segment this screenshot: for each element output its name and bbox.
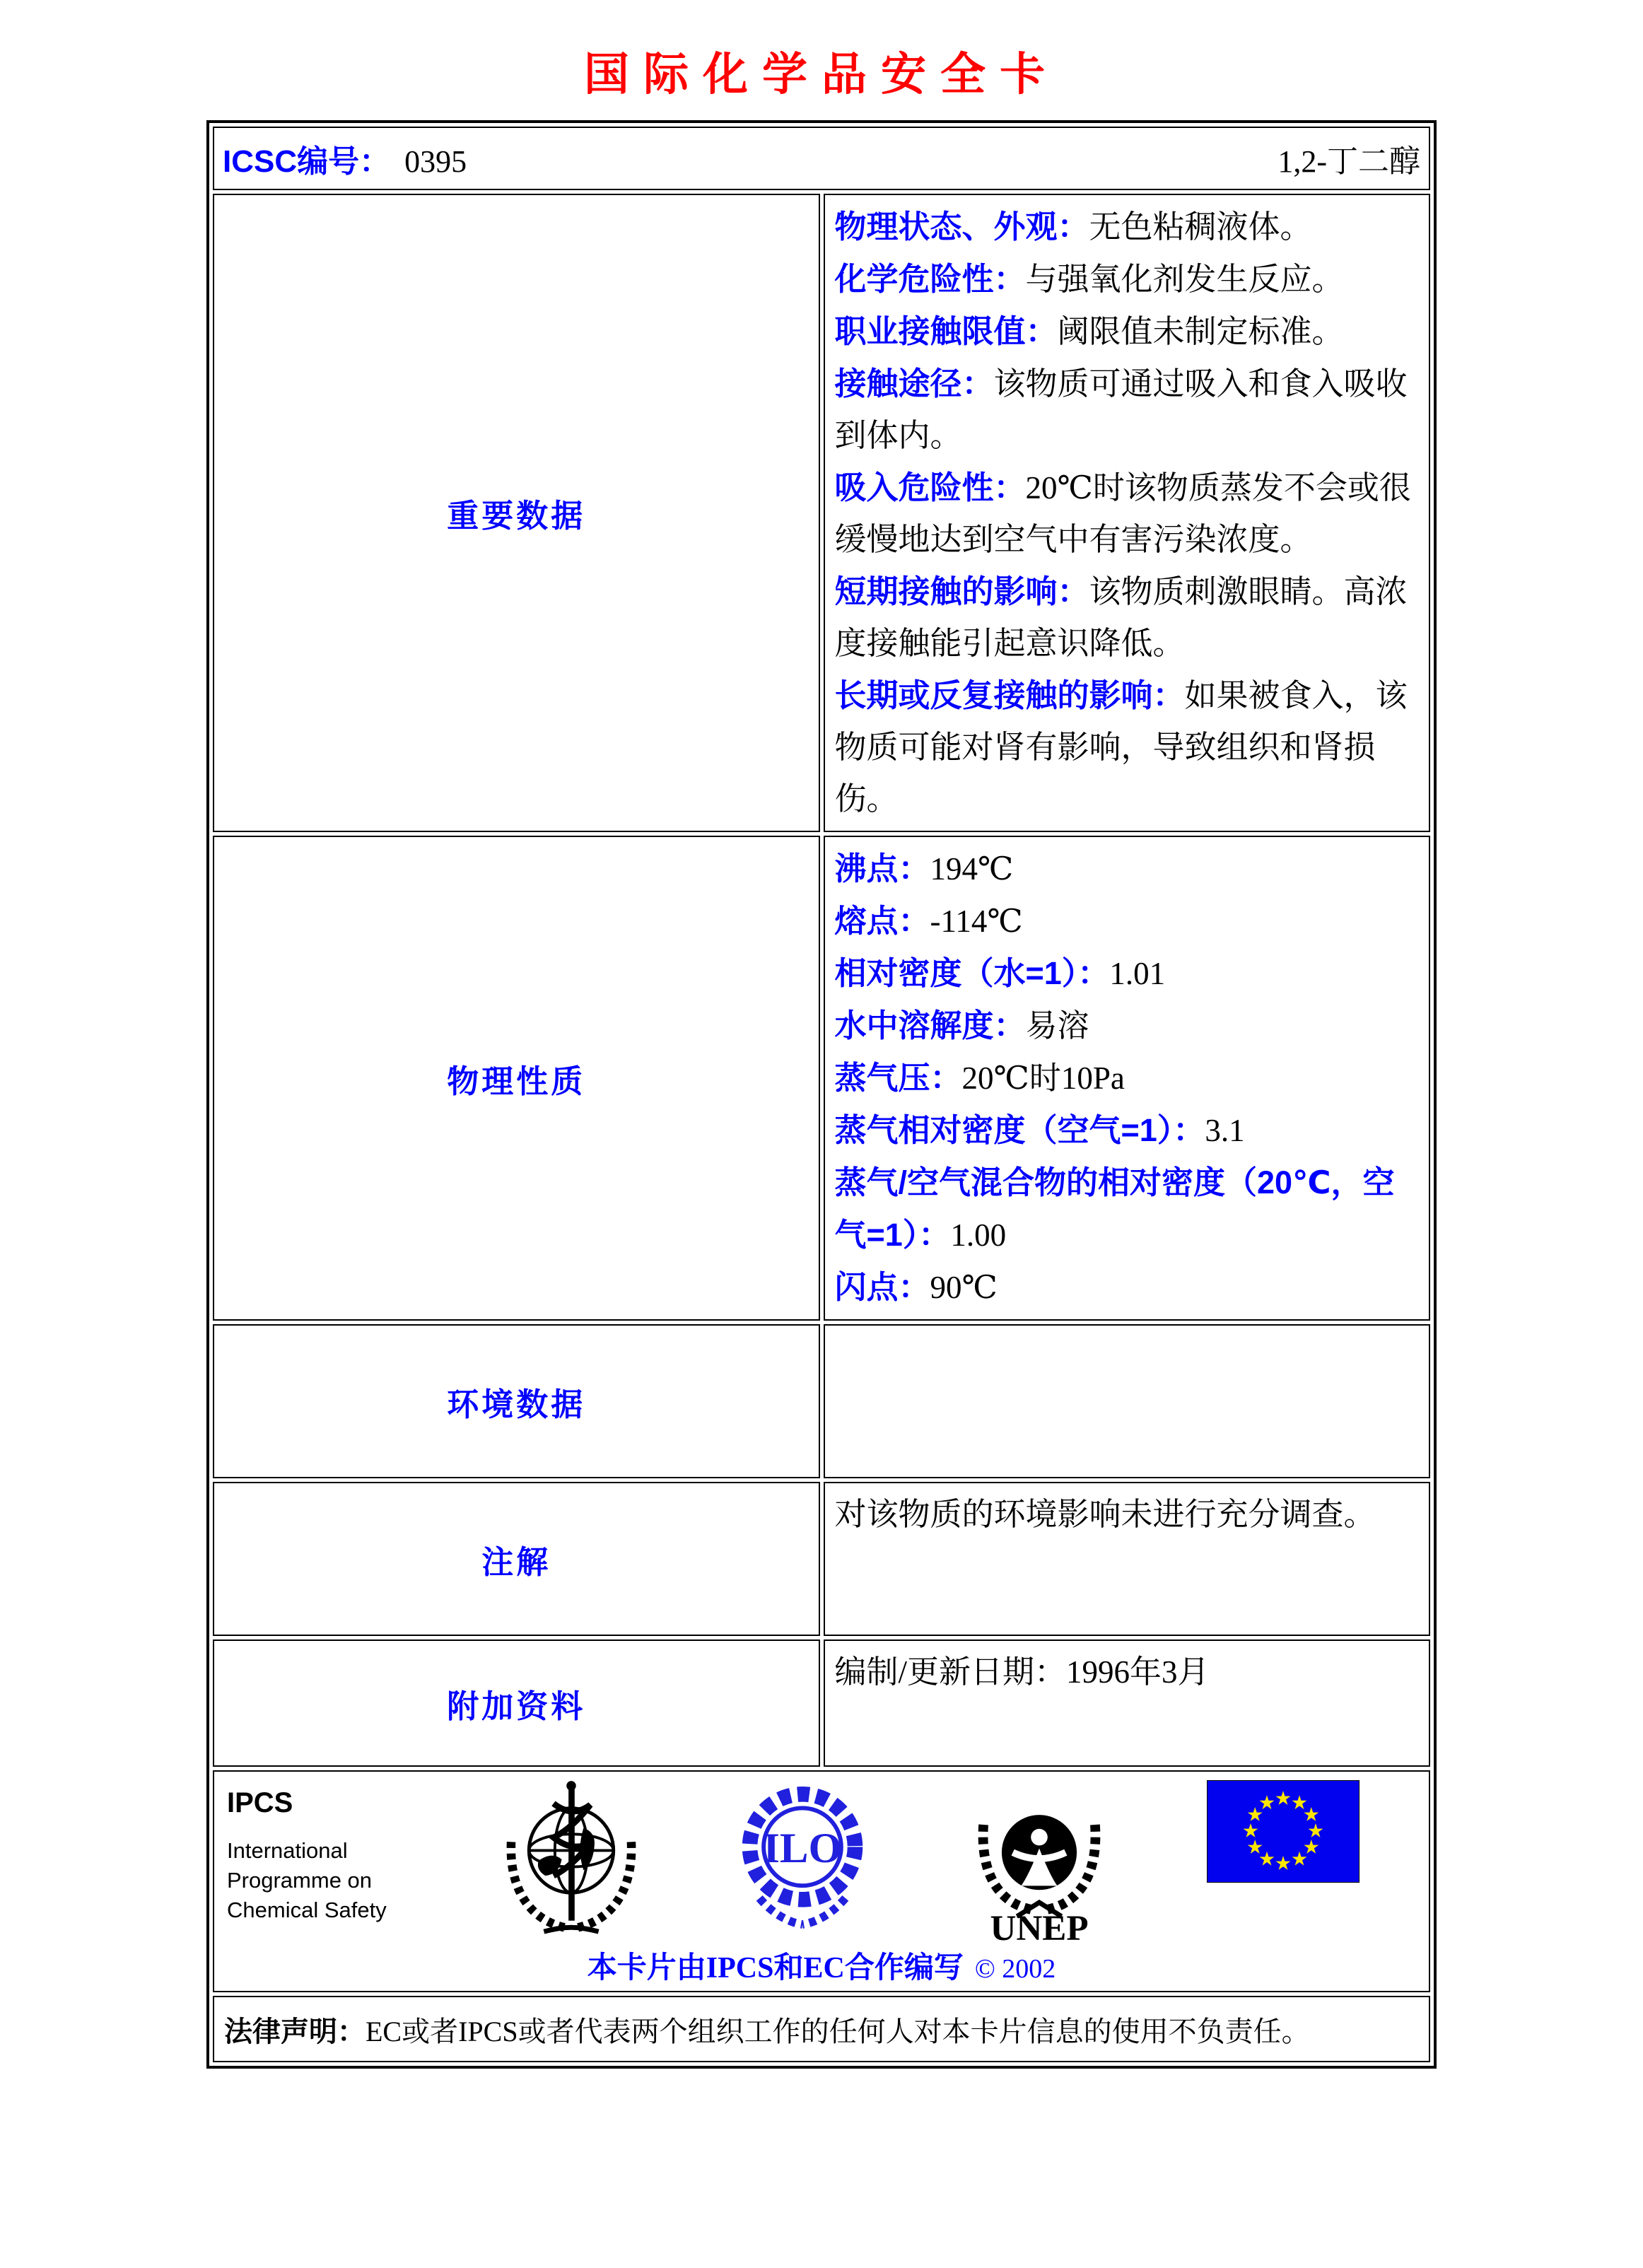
section-label: 注解 — [481, 1543, 551, 1580]
property-value: 无色粘稠液体。 — [1089, 209, 1312, 245]
section-label: 物理性质 — [447, 1063, 586, 1099]
unep-logo-icon — [959, 1780, 1120, 1943]
property-item — [835, 1489, 1420, 1541]
property-label: 职业接触限值： — [834, 313, 1058, 349]
property-item — [835, 566, 1420, 670]
caption-text: 本卡片由IPCS和EC合作编写 — [587, 1952, 964, 1984]
section-content — [824, 836, 1431, 1321]
card-caption — [221, 1944, 1422, 1987]
property-value: 该物质可通过吸入和食入吸收到体内。 — [834, 366, 1408, 453]
property-value: 易溶 — [1025, 1008, 1089, 1044]
property-value: 3.1 — [1205, 1113, 1245, 1148]
property-value: 如果被食入，该物质可能对肾有影响，导致组织和肾损伤。 — [834, 678, 1408, 817]
page-title: 国际化学品安全卡 — [584, 48, 1059, 101]
section-label: 环境数据 — [447, 1386, 586, 1422]
section-content — [824, 1324, 1431, 1478]
icsc-number-label: ICSC编号： — [223, 144, 391, 179]
property-item — [835, 947, 1420, 1000]
property-item — [835, 1647, 1420, 1698]
eu-flag-icon — [1207, 1780, 1360, 1883]
property-value: 阈限值未制定标准。 — [1057, 314, 1344, 349]
property-item — [835, 358, 1420, 462]
section-content — [824, 1482, 1431, 1636]
section-row — [213, 1482, 1430, 1636]
legal-notice-label: 法律声明： — [224, 2016, 366, 2047]
property-label: 物理状态、外观： — [834, 209, 1089, 245]
property-value: 20℃时该物质蒸发不会或很缓慢地达到空气中有害污染浓度。 — [834, 470, 1411, 557]
property-item — [835, 305, 1420, 358]
property-item — [835, 1052, 1420, 1104]
property-label: 长期或反复接触的影响： — [834, 677, 1185, 713]
property-value: 1.01 — [1109, 956, 1166, 991]
section-row — [213, 1639, 1430, 1767]
ilo-logo-icon — [733, 1780, 872, 1936]
icsc-number-group — [223, 136, 467, 181]
section-row — [213, 194, 1430, 832]
property-label: 熔点： — [834, 903, 930, 939]
property-item — [835, 1104, 1420, 1157]
section-row — [213, 1324, 1430, 1478]
property-value: 20℃时10Pa — [961, 1060, 1125, 1096]
legal-row — [213, 1996, 1430, 2062]
property-label: 闪点： — [834, 1269, 930, 1305]
icsc-number-value: 0395 — [404, 144, 467, 179]
property-label: 沸点： — [834, 850, 930, 887]
property-item — [835, 670, 1420, 825]
property-value: 90℃ — [930, 1270, 998, 1305]
property-item — [835, 201, 1420, 253]
property-value: 编制/更新日期：1996年3月 — [834, 1654, 1210, 1690]
property-item — [835, 843, 1420, 895]
property-label: 水中溶解度： — [834, 1007, 1026, 1044]
property-value: 与强氧化剂发生反应。 — [1025, 262, 1344, 297]
property-item — [835, 253, 1420, 305]
property-label: 接触途径： — [834, 366, 994, 402]
svg-text:ILO: ILO — [763, 1824, 842, 1872]
property-item — [835, 462, 1420, 566]
property-value: 1.00 — [950, 1217, 1007, 1253]
property-label: 短期接触的影响： — [834, 573, 1089, 609]
property-value: -114℃ — [930, 904, 1023, 939]
property-label: 蒸气相对密度（空气=1）： — [834, 1112, 1205, 1148]
ipcs-line-3: Chemical Safety — [227, 1898, 387, 1922]
ipcs-line-1: International — [227, 1838, 348, 1863]
property-label: 蒸气压： — [834, 1060, 962, 1096]
section-label: 重要数据 — [447, 498, 586, 534]
who-logo-icon — [496, 1780, 646, 1937]
ipcs-line-2: Programme on — [227, 1868, 373, 1893]
logos-row — [213, 1770, 1430, 1992]
header-row — [213, 127, 1430, 190]
property-item — [835, 895, 1420, 947]
property-label: 蒸气/空气混合物的相对密度（20℃，空气=1）： — [834, 1164, 1395, 1253]
icsc-card-table — [206, 120, 1437, 2069]
property-value: 194℃ — [930, 851, 1014, 887]
ipcs-acronym: IPCS — [227, 1787, 293, 1818]
property-item — [835, 1157, 1420, 1261]
property-label: 化学危险性： — [834, 261, 1026, 297]
property-item — [835, 1000, 1420, 1052]
property-label: 相对密度（水=1）： — [834, 955, 1110, 991]
property-label: 吸入危险性： — [834, 469, 1026, 505]
unep-label: UNEP — [990, 1908, 1089, 1943]
legal-notice-text: EC或者IPCS或者代表两个组织工作的任何人对本卡片信息的使用不负责任。 — [366, 2015, 1310, 2047]
caption-copyright: © 2002 — [974, 1954, 1056, 1984]
section-row — [213, 836, 1430, 1321]
property-item — [835, 1261, 1420, 1314]
section-content — [824, 1639, 1431, 1767]
section-label: 附加资料 — [447, 1688, 586, 1724]
chemical-name: 1,2-丁二醇 — [1277, 144, 1420, 179]
property-value: 对该物质的环境影响未进行充分调查。 — [834, 1497, 1376, 1532]
ipcs-text-block — [227, 1780, 409, 1925]
property-value: 该物质刺激眼睛。高浓度接触能引起意识降低。 — [834, 574, 1408, 661]
section-content — [824, 194, 1431, 832]
